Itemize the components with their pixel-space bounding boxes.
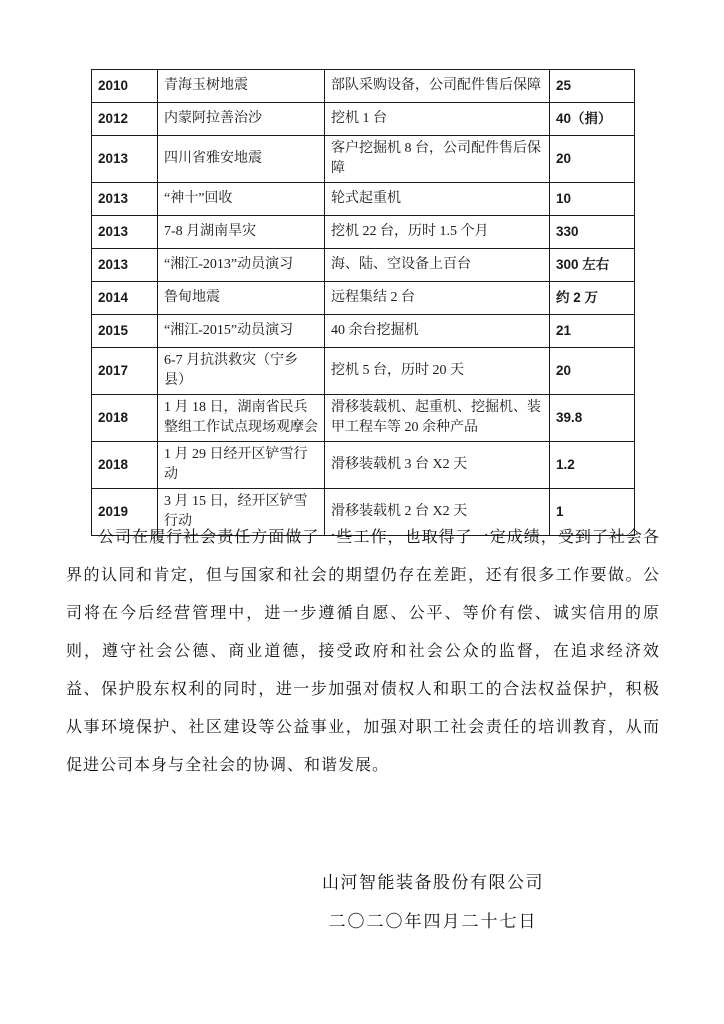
year-cell: 2010 bbox=[92, 70, 158, 103]
event-cell: 四川省雅安地震 bbox=[158, 136, 325, 183]
amount-cell: 20 bbox=[550, 348, 635, 395]
year-cell: 2018 bbox=[92, 395, 158, 442]
amount-cell: 1 bbox=[550, 489, 635, 536]
equipment-cell: 客户挖掘机 8 台，公司配件售后保障 bbox=[325, 136, 550, 183]
signature-block bbox=[322, 872, 544, 933]
equipment-cell: 40 余台挖掘机 bbox=[325, 315, 550, 348]
event-cell: 1 月 29 日经开区铲雪行动 bbox=[158, 442, 325, 489]
equipment-cell: 滑移装载机 3 台 X2 天 bbox=[325, 442, 550, 489]
equipment-cell: 轮式起重机 bbox=[325, 183, 550, 216]
amount-cell: 10 bbox=[550, 183, 635, 216]
table-row bbox=[92, 183, 635, 216]
equipment-cell: 部队采购设备，公司配件售后保障 bbox=[325, 70, 550, 103]
event-cell: “湘江-2013”动员演习 bbox=[158, 249, 325, 282]
csr-paragraph: 公司在履行社会责任方面做了一些工作，也取得了一定成绩，受到了社会各界的认同和肯定，但与国家和社会的期望仍存在差距，还有很多工作要做。公司将在今后经营管理中，进一步遵循自愿、公平、等价有偿、诚实信用的原则，遵守社会公德、商业道德，接受政府和社会公众的监督，在追求经济效益、保护股东权利的同时，进一步加强对债权人和职工的合法权益保护，积极从事环境保护、社区建设等公益事业，加强对职工社会责任的培训教育，从而促进公司本身与全社会的协调、和谐发展。 bbox=[66, 529, 660, 774]
table-row bbox=[92, 70, 635, 103]
amount-cell: 1.2 bbox=[550, 442, 635, 489]
table-row bbox=[92, 348, 635, 395]
equipment-cell: 挖机 5 台，历时 20 天 bbox=[325, 348, 550, 395]
amount-cell: 39.8 bbox=[550, 395, 635, 442]
year-cell: 2013 bbox=[92, 216, 158, 249]
signature-date: 二〇二〇年四月二十七日 bbox=[328, 912, 538, 931]
amount-cell: 330 bbox=[550, 216, 635, 249]
table-row bbox=[92, 442, 635, 489]
year-cell: 2013 bbox=[92, 136, 158, 183]
event-cell: 鲁甸地震 bbox=[158, 282, 325, 315]
table-row bbox=[92, 216, 635, 249]
equipment-cell: 滑移装载机 2 台 X2 天 bbox=[325, 489, 550, 536]
equipment-cell: 挖机 22 台，历时 1.5 个月 bbox=[325, 216, 550, 249]
amount-cell: 20 bbox=[550, 136, 635, 183]
equipment-cell: 滑移装载机、起重机、挖掘机、装甲工程车等 20 余种产品 bbox=[325, 395, 550, 442]
event-cell: 6-7 月抗洪救灾（宁乡县） bbox=[158, 348, 325, 395]
company-signature: 山河智能装备股份有限公司 bbox=[322, 873, 544, 892]
table-row bbox=[92, 136, 635, 183]
year-cell: 2018 bbox=[92, 442, 158, 489]
table-row bbox=[92, 103, 635, 136]
equipment-cell: 海、陆、空设备上百台 bbox=[325, 249, 550, 282]
amount-cell: 21 bbox=[550, 315, 635, 348]
event-cell: 青海玉树地震 bbox=[158, 70, 325, 103]
table-row bbox=[92, 315, 635, 348]
amount-cell: 25 bbox=[550, 70, 635, 103]
equipment-cell: 挖机 1 台 bbox=[325, 103, 550, 136]
year-cell: 2017 bbox=[92, 348, 158, 395]
event-cell: 7-8 月湖南旱灾 bbox=[158, 216, 325, 249]
event-cell: “神十”回收 bbox=[158, 183, 325, 216]
year-cell: 2012 bbox=[92, 103, 158, 136]
year-cell: 2019 bbox=[92, 489, 158, 536]
table-row bbox=[92, 395, 635, 442]
event-cell: “湘江-2015”动员演习 bbox=[158, 315, 325, 348]
equipment-cell: 远程集结 2 台 bbox=[325, 282, 550, 315]
event-cell: 3 月 15 日，经开区铲雪行动 bbox=[158, 489, 325, 536]
event-cell: 1 月 18 日，湖南省民兵整组工作试点现场观摩会 bbox=[158, 395, 325, 442]
event-cell: 内蒙阿拉善治沙 bbox=[158, 103, 325, 136]
table-row bbox=[92, 282, 635, 315]
amount-cell: 约 2 万 bbox=[550, 282, 635, 315]
year-cell: 2013 bbox=[92, 183, 158, 216]
amount-cell: 300 左右 bbox=[550, 249, 635, 282]
table-row bbox=[92, 249, 635, 282]
amount-cell: 40（捐） bbox=[550, 103, 635, 136]
year-cell: 2015 bbox=[92, 315, 158, 348]
year-cell: 2014 bbox=[92, 282, 158, 315]
year-cell: 2013 bbox=[92, 249, 158, 282]
donation-table bbox=[91, 69, 635, 536]
